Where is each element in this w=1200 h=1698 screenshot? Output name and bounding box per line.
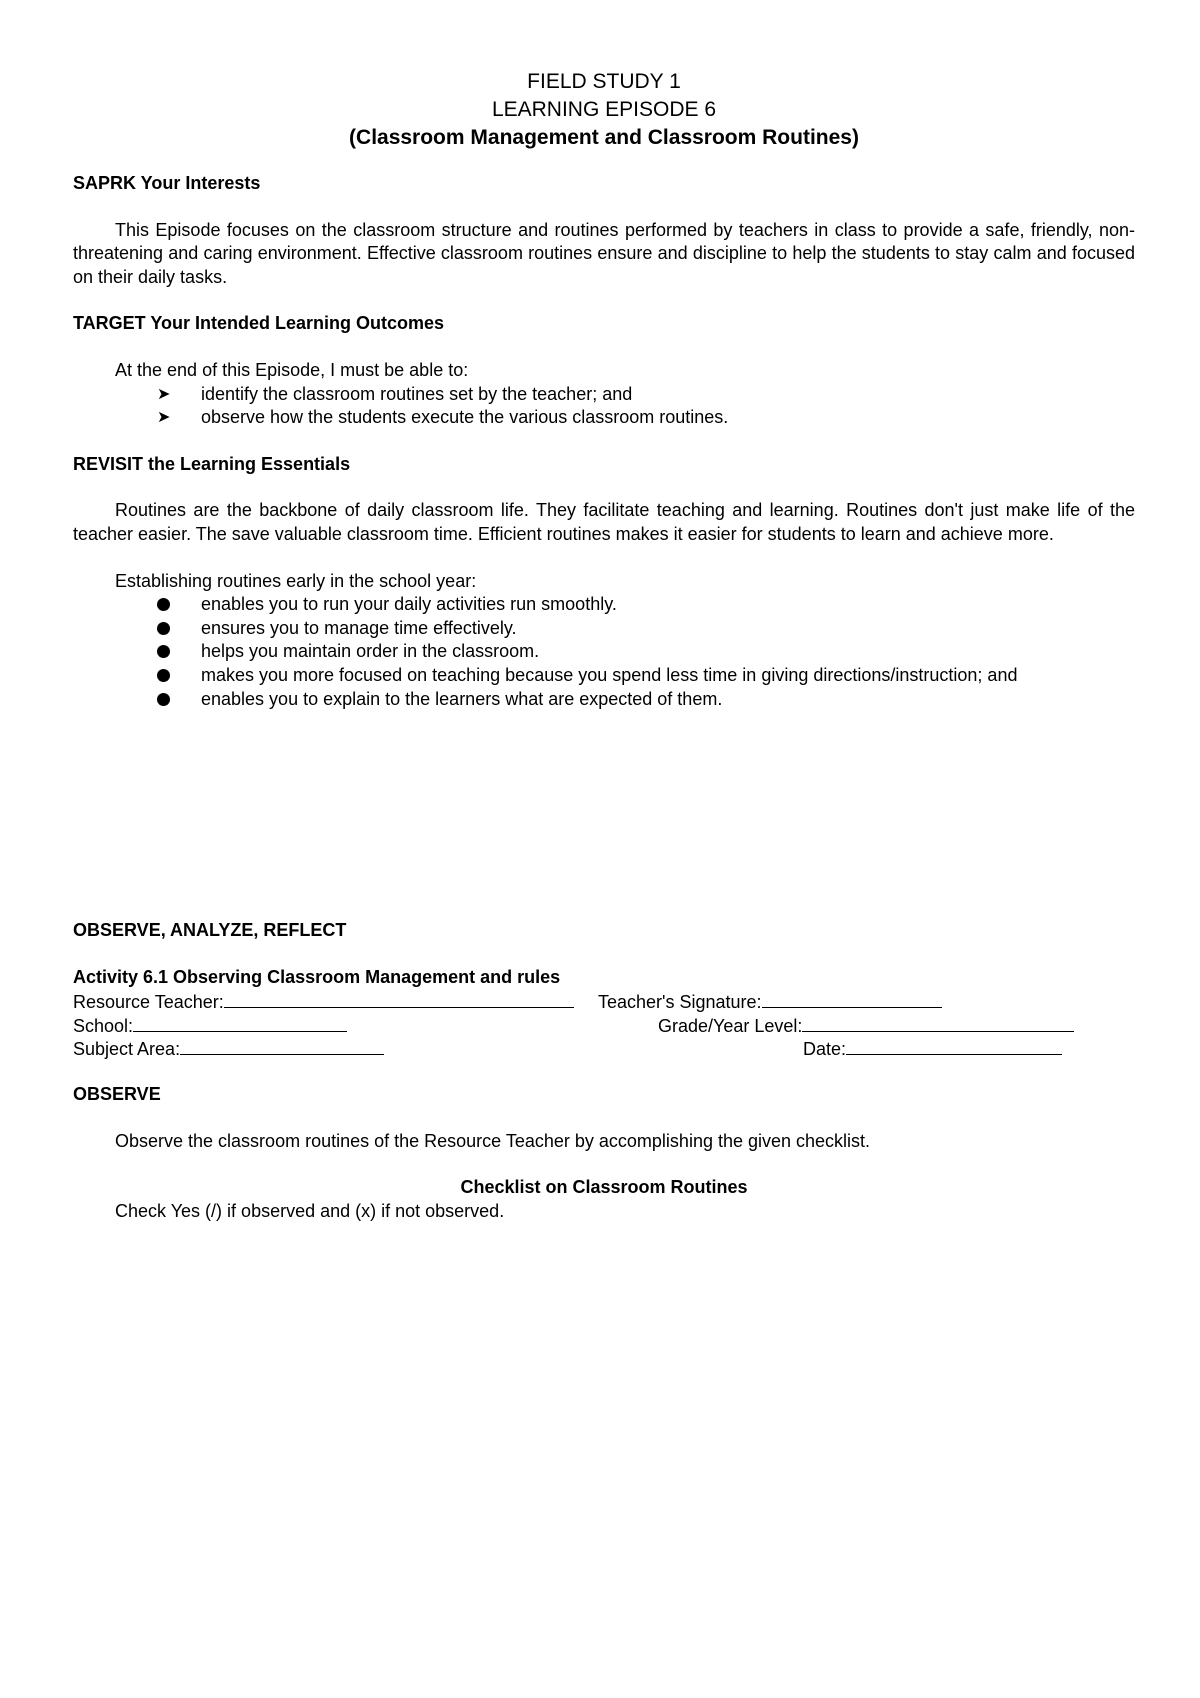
document-page (73, 68, 1135, 1223)
subject-area-label: Subject Area: (73, 1039, 181, 1060)
date-field[interactable] (846, 1036, 1062, 1055)
bullet-dot-icon (157, 669, 170, 682)
school-label: School: (73, 1015, 134, 1036)
list-item (201, 617, 1135, 641)
bullet-dot-icon (157, 622, 170, 635)
title-line-1: FIELD STUDY 1 (527, 70, 681, 93)
form-row-teacher (73, 989, 1135, 1013)
resource-teacher-field[interactable] (224, 989, 574, 1008)
bullet-dot-icon (157, 598, 170, 611)
grade-level-label: Grade/Year Level: (658, 1015, 803, 1036)
resource-teacher-label: Resource Teacher: (73, 992, 224, 1013)
revisit-heading: REVISIT the Learning Essentials (73, 453, 351, 474)
title-line-3: (Classroom Management and Classroom Routines) (349, 126, 859, 149)
benefit-text: enables you to run your daily activities run smoothly. (201, 594, 617, 615)
benefit-text: enables you to explain to the learners what are expected of them. (201, 688, 723, 709)
teacher-signature-label: Teacher's Signature: (598, 992, 762, 1013)
form-row-subject (73, 1036, 1135, 1060)
form-row-school (73, 1013, 1135, 1037)
title-line-2: LEARNING EPISODE 6 (491, 98, 717, 121)
revisit-intro: Establishing routines early in the school year: (115, 570, 477, 591)
date-label: Date: (803, 1039, 847, 1060)
observe-analyze-reflect-heading: OBSERVE, ANALYZE, REFLECT (73, 920, 347, 941)
arrow-bullet-icon: ➤ (157, 409, 171, 427)
checklist-instruction: Check Yes (/) if observed and (x) if not observed. (115, 1200, 505, 1221)
document-title (73, 68, 1135, 152)
target-heading: TARGET Your Intended Learning Outcomes (73, 313, 445, 334)
list-item (157, 383, 1135, 407)
benefit-text: ensures you to manage time effectively. (201, 617, 517, 638)
list-item (157, 406, 1135, 430)
grade-level-field[interactable] (802, 1013, 1074, 1032)
routines-benefits-list (73, 593, 1135, 711)
subject-area-field[interactable] (180, 1036, 384, 1055)
bullet-dot-icon (157, 645, 170, 658)
teacher-signature-field[interactable] (762, 989, 942, 1008)
spark-paragraph: This Episode focuses on the classroom structure and routines performed by teachers in class to provide a safe, friendly, non-threatening and caring environment. Effective classroom routines ensure and discipline to help the students to stay calm and focused on their daily tasks. (73, 219, 1135, 287)
benefit-text: helps you maintain order in the classroom. (201, 641, 540, 662)
activity-title: Activity 6.1 Observing Classroom Management and rules (73, 966, 561, 987)
list-item (201, 664, 1135, 688)
arrow-bullet-icon: ➤ (157, 385, 171, 403)
benefit-text: makes you more focused on teaching because you spend less time in giving directions/instruction; and (201, 664, 1018, 685)
bullet-dot-icon (157, 693, 170, 706)
list-item (201, 688, 1135, 712)
target-intro: At the end of this Episode, I must be able to: (115, 359, 469, 380)
spark-heading: SAPRK Your Interests (73, 173, 261, 193)
outcome-text: observe how the students execute the various classroom routines. (201, 407, 729, 428)
target-outcomes-list (73, 383, 1135, 430)
outcome-text: identify the classroom routines set by the teacher; and (201, 383, 633, 404)
revisit-paragraph: Routines are the backbone of daily classroom life. They facilitate teaching and learning. Routines don't just make life of the teacher easier. The save valuable classroom time. Efficient routines makes it easier for students to learn and achieve more. (73, 500, 1135, 544)
list-item (201, 593, 1135, 617)
observe-heading: OBSERVE (73, 1084, 161, 1105)
observe-instruction: Observe the classroom routines of the Resource Teacher by accomplishing the given checklist. (115, 1130, 871, 1151)
checklist-title: Checklist on Classroom Routines (460, 1177, 748, 1198)
school-field[interactable] (133, 1013, 347, 1032)
list-item (201, 640, 1135, 664)
